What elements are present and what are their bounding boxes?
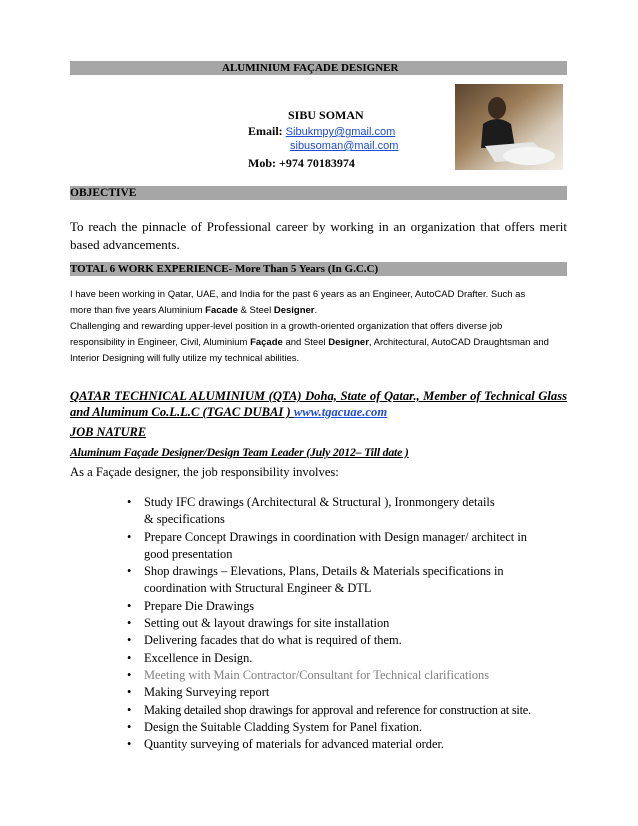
list-item — [127, 563, 567, 580]
job-role: Aluminum Façade Designer/Design Team Leader (July 2012– Till date ) — [70, 445, 409, 459]
list-item-text: Meeting with Main Contractor/Consultant for Technical clarifications — [144, 667, 490, 682]
email-line — [248, 124, 395, 140]
list-item-text: Excellence in Design. — [144, 650, 253, 665]
email-line-2 — [290, 139, 398, 154]
experience-line-2-mid: & Steel — [237, 305, 274, 316]
page-title: ALUMINIUM FAÇADE DESIGNER — [222, 62, 399, 74]
objective-text: To reach the pinnacle of Professional career by working in an organization that offers merit based advancements. — [70, 219, 567, 252]
list-item — [127, 529, 567, 546]
list-item-text: Setting out & layout drawings for site installation — [144, 616, 390, 631]
company-website-link[interactable]: www.tgacuae.com — [293, 405, 388, 419]
experience-line-1: I have been working in Qatar, UAE, and India for the past 6 years as an Engineer, AutoCAD Drafter. Such as — [70, 289, 526, 300]
list-item-text: Making detailed shop drawings for approval and reference for construction at site. — [144, 702, 531, 717]
list-item-text: & specifications — [144, 512, 225, 527]
company-name-text: and Aluminum Co.L.L.C (TGAC DUBAI ) — [70, 405, 294, 419]
company-line-2 — [70, 404, 387, 420]
list-item — [127, 719, 567, 736]
list-item — [127, 511, 567, 528]
list-item-text: Design the Suitable Cladding System for Panel fixation. — [144, 719, 423, 734]
job-intro: As a Façade designer, the job responsibility involves: — [70, 465, 339, 479]
bullet-icon: • — [127, 737, 132, 752]
list-item — [127, 667, 567, 684]
list-item-text: Prepare Die Drawings — [144, 598, 255, 613]
experience-line-2-text: more than five years Aluminium — [70, 305, 206, 316]
list-item-text: coordination with Structural Engineer & DTL — [144, 581, 372, 596]
bullet-icon: • — [127, 495, 132, 509]
mobile-line — [248, 156, 355, 171]
list-item — [127, 598, 567, 615]
email-link-secondary[interactable]: sibusoman@mail.com — [290, 140, 399, 152]
list-item-text: Delivering facades that do what is required of them. — [144, 633, 402, 648]
experience-line-5: Interior Designing will fully utilize my technical abilities. — [70, 353, 300, 364]
bullet-icon: • — [127, 598, 132, 613]
list-item-text: good presentation — [144, 546, 233, 561]
experience-line-4-text: responsibility in Engineer, Civil, Aluminium — [70, 337, 251, 348]
list-item — [127, 736, 567, 753]
experience-keyword-facade-2: Façade — [250, 337, 283, 348]
duties-list — [127, 494, 567, 753]
experience-heading: TOTAL 6 WORK EXPERIENCE- More Than 5 Years (In G.C.C) — [70, 263, 379, 275]
experience-line-4 — [70, 335, 549, 352]
experience-keyword-designer-2: Designer — [328, 337, 369, 348]
email-label: Email: — [248, 124, 283, 138]
bullet-icon: • — [127, 685, 132, 700]
objective-bar — [70, 186, 567, 200]
bullet-icon: • — [127, 529, 132, 544]
bullet-icon: • — [127, 702, 132, 717]
list-item-text: Study IFC drawings (Architectural & Structural ), Ironmongery details — [144, 495, 495, 509]
bullet-icon: • — [127, 650, 132, 665]
experience-line-2 — [70, 303, 317, 320]
mobile-label: Mob: — [248, 156, 276, 170]
company-line-1: QATAR TECHNICAL ALUMINIUM (QTA) Doha, State of Qatar., Member of Technical Glass — [70, 389, 567, 403]
job-nature-heading: JOB NATURE — [70, 425, 147, 439]
email-link-primary[interactable]: Sibukmpy@gmail.com — [285, 126, 396, 138]
experience-keyword-facade: Facade — [205, 305, 238, 316]
list-item-text: Making Surveying report — [144, 685, 270, 700]
bullet-icon: • — [127, 667, 132, 682]
list-item — [127, 580, 567, 597]
list-item — [127, 702, 567, 719]
list-item-text: Prepare Concept Drawings in coordination with Design manager/ architect in — [144, 529, 527, 544]
experience-keyword-designer: Designer — [273, 305, 315, 316]
list-item — [127, 615, 567, 632]
list-item-text: Shop drawings – Elevations, Plans, Details & Materials specifications in — [144, 564, 504, 579]
person-photo-icon — [455, 84, 563, 170]
experience-line-4-end: , Architectural, AutoCAD Draughtsman and — [368, 337, 549, 348]
candidate-name: SIBU SOMAN — [288, 108, 364, 122]
list-item — [127, 650, 567, 667]
mobile-number: +974 70183974 — [279, 156, 355, 170]
bullet-icon: • — [127, 633, 132, 648]
list-item — [127, 684, 567, 701]
profile-photo — [455, 84, 563, 170]
list-item — [127, 494, 567, 511]
experience-line-3: Challenging and rewarding upper-level position in a growth-oriented organization that offers diverse job — [70, 321, 503, 332]
experience-line-2-end: . — [314, 305, 318, 316]
objective-heading: OBJECTIVE — [70, 187, 137, 199]
bullet-icon: • — [127, 719, 132, 734]
list-item-text: Quantity surveying of materials for advanced material order. — [144, 737, 445, 752]
experience-line-4-mid: and Steel — [282, 337, 329, 348]
list-item — [127, 546, 567, 563]
bullet-icon: • — [127, 564, 132, 579]
list-item — [127, 632, 567, 649]
bullet-icon: • — [127, 616, 132, 631]
